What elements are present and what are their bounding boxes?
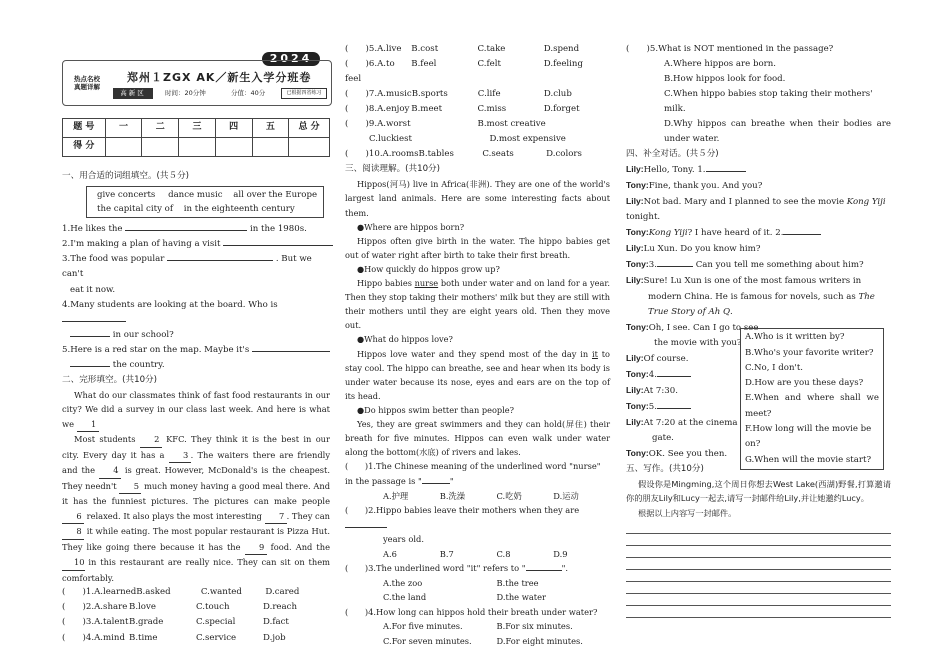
option-b: B.洗澡 bbox=[439, 490, 466, 501]
q-text: . But we can't bbox=[62, 254, 312, 280]
writing-prompt: 假设你是Mingming,这个周日你想去West Lake(西湖)野餐,打算邀请你的朋友Lily和Lucy一起去,请写一封邮件给Lily,并让她邀约Lucy。 bbox=[626, 478, 891, 504]
cloze-blank[interactable]: 1 bbox=[77, 417, 99, 433]
cloze-passage bbox=[62, 388, 330, 586]
q-text: 4.Many students are looking at the board. Who is bbox=[62, 299, 278, 310]
answer-blank[interactable] bbox=[783, 234, 821, 235]
reading-passage bbox=[345, 177, 610, 459]
option-row[interactable] bbox=[345, 634, 610, 649]
phrase: dance music bbox=[168, 190, 223, 201]
option-c: C.For seven minutes. bbox=[383, 635, 472, 646]
line-text: Lu Xun. Do you know him? bbox=[643, 244, 761, 255]
dialogue-line bbox=[626, 257, 891, 273]
passage-text: Hippos love water and they spend most of the day in bbox=[357, 348, 589, 359]
option-b: B.cost bbox=[411, 44, 439, 54]
passage-text: it while eating. The most popular restaurant is Pizza Hut. They like going there because it has the bbox=[62, 526, 331, 552]
cloze-blank[interactable]: 3 bbox=[169, 448, 191, 464]
passage-heading: ●Where are hippos born? bbox=[357, 221, 465, 232]
score-cell: 总 分 bbox=[289, 119, 330, 138]
option-a: ( )1.A.learned bbox=[62, 587, 137, 598]
option-a: ( )8.A.enjoy bbox=[345, 104, 410, 115]
word-box-row bbox=[97, 202, 313, 216]
option-row[interactable] bbox=[345, 147, 610, 162]
answer-blank[interactable] bbox=[657, 408, 691, 409]
choice-item: G.When will the movie start? bbox=[745, 454, 872, 465]
time-label: 时间：20分钟 bbox=[165, 89, 206, 97]
passage-text: both under water and on land for a year. Then they stop taking their mothers' milk but they are still with their mothers until they are eight years old. Then they move out. bbox=[345, 278, 610, 331]
option-a: ( )5.A.live bbox=[345, 44, 402, 54]
option-c: C.wanted bbox=[200, 587, 242, 598]
phrase: all over the Europe bbox=[233, 190, 318, 201]
writing-area[interactable] bbox=[626, 522, 891, 618]
passage-text: Most students bbox=[74, 434, 136, 445]
option-d: D.9 bbox=[553, 548, 568, 559]
dialogue-line bbox=[626, 162, 891, 178]
passage-text: relaxed. It also plays the most interesting bbox=[86, 510, 262, 521]
option-c: C.miss bbox=[477, 104, 507, 115]
passage-text: . They can bbox=[286, 510, 330, 521]
line-text: Fine, thank you. And you? bbox=[648, 181, 763, 192]
choice-item: D.How are you these days? bbox=[745, 378, 864, 389]
dialogue-line bbox=[626, 415, 756, 446]
answer-blank[interactable] bbox=[657, 266, 693, 267]
cloze-blank[interactable]: 8 bbox=[62, 524, 84, 540]
score-table-header-row bbox=[63, 119, 330, 138]
q-text: 5.Here is a red star on the map. Maybe it's bbox=[62, 344, 250, 355]
q-text: eat it now. bbox=[70, 284, 116, 295]
option-a: ( )7.A.music bbox=[345, 89, 412, 100]
movie-title: Kong Yiji bbox=[846, 197, 886, 208]
option-a: A.Where hippos are born. bbox=[664, 59, 777, 70]
option-a: ( )2.A.share bbox=[62, 602, 128, 613]
option-c: C.life bbox=[477, 89, 501, 100]
line-text: At 7:20 at the cinema gate. bbox=[643, 417, 738, 443]
q-text: in the 1980s. bbox=[250, 224, 307, 235]
q-text: 3.The food was popular bbox=[62, 254, 165, 265]
option-d: D.feeling bbox=[543, 59, 583, 70]
score-cell: 题 号 bbox=[63, 119, 106, 138]
option-c: C.When hippo babies stop taking their mothers' milk. bbox=[664, 89, 873, 115]
option-c: C.8 bbox=[496, 548, 511, 559]
q-text: ( )2.Hippo babies leave their mothers when they are bbox=[345, 505, 580, 516]
score-cell: 一 bbox=[105, 119, 142, 138]
cloze-options-1-4 bbox=[62, 585, 330, 645]
answer-blank[interactable] bbox=[706, 171, 746, 172]
option-d: D.job bbox=[263, 632, 286, 643]
line-text: ? I have heard of it. 2. bbox=[687, 228, 784, 239]
speaker: Lily: bbox=[626, 243, 644, 254]
speaker: Lily: bbox=[626, 275, 644, 286]
answer-blank[interactable] bbox=[422, 483, 450, 484]
passage-heading: ●Do hippos swim better than people? bbox=[357, 405, 515, 416]
option-row[interactable] bbox=[62, 600, 330, 615]
answer-blank[interactable] bbox=[62, 321, 126, 322]
word-box bbox=[86, 186, 324, 218]
option-b: B.How hippos look for food. bbox=[664, 74, 786, 85]
answer-blank[interactable] bbox=[223, 245, 333, 246]
score-entry[interactable] bbox=[142, 138, 179, 157]
phrase: give concerts bbox=[97, 190, 156, 201]
s1-q5 bbox=[62, 343, 330, 373]
option-a: A.6 bbox=[383, 548, 397, 559]
cloze-blank[interactable]: 6 bbox=[62, 509, 84, 525]
word-box-row bbox=[97, 188, 318, 202]
column-middle bbox=[345, 42, 610, 648]
cloze-blank[interactable]: 4 bbox=[99, 463, 121, 479]
underlined-word: it bbox=[592, 348, 598, 359]
writing-line[interactable] bbox=[626, 546, 891, 558]
rq4: ( )4.How long can hippos hold their breath under water? bbox=[345, 606, 598, 617]
option-row[interactable] bbox=[345, 489, 610, 504]
option-b: B.meet bbox=[411, 104, 443, 115]
option-row[interactable] bbox=[345, 57, 610, 87]
dialogue-line bbox=[626, 241, 891, 257]
option-c: C.seats bbox=[482, 149, 514, 160]
writing-line[interactable] bbox=[626, 522, 891, 534]
score-cell: 得 分 bbox=[63, 138, 106, 157]
line-text: Oh, I see. Can I go to see the movie with you? bbox=[648, 322, 759, 348]
dialogue-line: Lily:Sure! Lu Xun is one of the most famous writers in modern China. He is famous for novels, such as The True Story of Ah Q. bbox=[626, 275, 875, 317]
option-a: ( )6.A.to feel bbox=[345, 59, 395, 85]
phrase: the capital city of bbox=[97, 204, 174, 215]
choice-item: A.Who is it written by? bbox=[745, 332, 845, 343]
passage-text: much money having a good meal there. And it has the funniest pictures. The pictures can make people bbox=[62, 480, 331, 507]
option-b: B.sports bbox=[411, 89, 448, 100]
line-text: 5. bbox=[648, 401, 657, 412]
q-text: the country. bbox=[112, 359, 165, 370]
option-d: D.colors bbox=[546, 149, 582, 160]
speaker: Lily: bbox=[626, 164, 644, 175]
option-d: D.cared bbox=[265, 587, 300, 598]
year-badge: 2024 bbox=[262, 52, 320, 66]
answer-blank[interactable] bbox=[345, 527, 387, 528]
line-text: OK. See you then. bbox=[648, 448, 728, 459]
answer-blank[interactable] bbox=[657, 376, 691, 377]
option-c: C.felt bbox=[477, 59, 501, 70]
cloze-options-5-10 bbox=[345, 42, 610, 162]
choice-item: F.How long will the movie be on? bbox=[745, 424, 872, 450]
option-d: D.the water bbox=[496, 592, 546, 603]
option-b: B.tables bbox=[418, 149, 454, 160]
cloze-blank[interactable]: 2 bbox=[140, 432, 162, 448]
hot-badge-line1: 热点名校 bbox=[74, 75, 100, 83]
section1-title: 一、用合适的词组填空。(共５分) bbox=[62, 171, 190, 181]
writing-line[interactable] bbox=[626, 594, 891, 606]
option-b: B.love bbox=[129, 602, 156, 613]
option-row[interactable] bbox=[62, 585, 330, 600]
answer-blank[interactable] bbox=[70, 366, 110, 367]
exam-header bbox=[62, 30, 330, 108]
option-d: D.spend bbox=[543, 44, 580, 54]
answer-blank[interactable] bbox=[526, 570, 562, 571]
meta-bar bbox=[113, 88, 325, 99]
score-cell: 四 bbox=[215, 119, 252, 138]
option-d: D.forget bbox=[543, 104, 580, 115]
cloze-blank[interactable]: 9 bbox=[245, 540, 267, 556]
speaker: Lily: bbox=[626, 196, 644, 207]
option-a: A.For five minutes. bbox=[383, 621, 463, 632]
option-c: C.touch bbox=[196, 602, 230, 613]
q-text: " bbox=[449, 475, 454, 486]
option-b: B.feel bbox=[411, 59, 437, 70]
cloze-blank[interactable]: 10 bbox=[62, 555, 85, 571]
dialogue-line bbox=[626, 225, 891, 241]
option-row[interactable] bbox=[345, 619, 610, 634]
section2-title: 二、完形填空。(共10分) bbox=[62, 374, 157, 385]
score-cell: 五 bbox=[252, 119, 289, 138]
q-text: ( )3.The underlined word "it" refers to " bbox=[345, 563, 526, 574]
line-text: Of course. bbox=[643, 353, 689, 364]
writing-line[interactable] bbox=[626, 606, 891, 618]
speaker: Tony: bbox=[626, 227, 649, 238]
rq1 bbox=[345, 459, 610, 488]
option-row[interactable] bbox=[345, 576, 610, 591]
district-badge: 高新区 bbox=[113, 88, 153, 99]
dialogue-line bbox=[626, 194, 891, 225]
passage-text: Hippo babies bbox=[357, 278, 412, 289]
option-c: C.special bbox=[196, 617, 236, 628]
q-text: 1.He likes the bbox=[62, 224, 123, 235]
passage-text: to stay cool. The hippo can breathe, see and hear when its body is under water because its nose, eyes and ears are on the top of its head. bbox=[345, 348, 610, 401]
score-entry[interactable] bbox=[289, 138, 330, 157]
writing-line[interactable] bbox=[626, 558, 891, 570]
option-c: C.the land bbox=[383, 592, 427, 603]
passage-text: in this restaurant are really nice. They can sit on them comfortably. bbox=[62, 557, 330, 583]
speaker: Tony: bbox=[626, 400, 649, 411]
option-b: B.most creative bbox=[477, 119, 546, 130]
passage-para bbox=[345, 347, 610, 403]
score-cell: 三 bbox=[179, 119, 216, 138]
hot-badge-line2: 真题详解 bbox=[74, 83, 100, 92]
option-row[interactable] bbox=[345, 117, 610, 132]
option-b: B.grade bbox=[129, 617, 164, 628]
score-cell: 二 bbox=[142, 119, 179, 138]
speaker: Tony: bbox=[626, 180, 649, 191]
choice-item: E.When and where shall we meet? bbox=[745, 393, 879, 419]
novel-title: The True Story of Ah Q bbox=[648, 291, 875, 317]
column-right bbox=[626, 42, 891, 618]
option-a: ( )3.A.talent bbox=[62, 617, 129, 628]
option-b: B.asked bbox=[136, 587, 171, 598]
answer-blank[interactable] bbox=[70, 336, 110, 337]
option-d: D.For eight minutes. bbox=[496, 635, 583, 646]
line-text: 3. bbox=[648, 260, 657, 271]
option-c: C.take bbox=[477, 44, 506, 54]
option-row[interactable] bbox=[62, 615, 330, 630]
line-text: At 7:30. bbox=[643, 385, 678, 396]
reading-questions bbox=[345, 459, 610, 648]
writing-instruction: 根据以上内容写一封邮件。 bbox=[638, 507, 737, 518]
region-tag: 已根据四省练习 bbox=[281, 88, 327, 99]
option-d: D.most expensive bbox=[489, 134, 566, 145]
section5-title: 五、写作。(共10分) bbox=[626, 463, 704, 474]
passage-text: . The waiters there are friendly and the bbox=[62, 449, 331, 476]
rq5-options[interactable] bbox=[626, 57, 891, 147]
answer-blank[interactable] bbox=[252, 351, 330, 352]
option-a: ( )4.A.mind bbox=[62, 632, 125, 643]
score-entry[interactable] bbox=[252, 138, 289, 157]
option-b: B.7 bbox=[439, 548, 454, 559]
line-text: tonight. bbox=[626, 212, 661, 223]
option-a: ( )9.A.worst bbox=[345, 119, 411, 130]
option-d: D.club bbox=[543, 89, 572, 100]
passage-intro: Hippos(河马) live in Africa(非洲). They are one of the world's largest land animals. Here are some interesting facts about them. bbox=[345, 179, 610, 218]
speaker: Tony: bbox=[626, 447, 649, 458]
line-text: Sure! Lu Xun is one of the most famous writers in modern China. He is famous for novels, such as bbox=[643, 276, 862, 302]
passage-heading: ●How quickly do hippos grow up? bbox=[357, 263, 500, 274]
column-left bbox=[62, 30, 330, 646]
line-text: Hello, Tony. 1. bbox=[643, 165, 706, 176]
rq2 bbox=[345, 503, 610, 547]
answer-blank[interactable] bbox=[125, 230, 247, 231]
option-row[interactable] bbox=[345, 132, 610, 147]
writing-line[interactable] bbox=[626, 570, 891, 582]
line-text: 4. bbox=[648, 369, 657, 380]
dialogue bbox=[626, 162, 891, 465]
movie-title: Kong Yiji bbox=[648, 228, 688, 239]
exam-title: 郑州１ZGX AK／新生入学分班卷 bbox=[127, 71, 312, 84]
speaker: Tony: bbox=[626, 368, 649, 379]
hot-badge bbox=[67, 75, 107, 92]
cloze-blank[interactable]: 5 bbox=[119, 479, 141, 495]
option-row[interactable] bbox=[345, 590, 610, 605]
passage-text: What do our classmates think of fast food restaurants in our city? We did a survey in our class last week. And here is what we bbox=[62, 389, 330, 429]
option-row[interactable] bbox=[62, 631, 330, 646]
passage-para: Hippos often give birth in the water. The hippo babies get out of water right after birth to take their first breath. bbox=[345, 235, 610, 260]
writing-line[interactable] bbox=[626, 534, 891, 546]
option-row[interactable] bbox=[345, 547, 610, 562]
writing-line[interactable] bbox=[626, 582, 891, 594]
cloze-blank[interactable]: 7 bbox=[265, 509, 287, 525]
score-entry[interactable] bbox=[105, 138, 142, 157]
option-a: A.护理 bbox=[383, 490, 409, 501]
q-text: ". bbox=[561, 563, 569, 574]
speaker: Lily: bbox=[626, 352, 644, 363]
passage-text: food. And the bbox=[270, 541, 330, 552]
option-c: C.luckiest bbox=[369, 134, 413, 145]
option-c: C.吃奶 bbox=[496, 490, 522, 501]
speaker: Tony: bbox=[626, 259, 649, 270]
passage-para bbox=[345, 276, 610, 332]
passage-heading: ●What do hippos love? bbox=[357, 334, 453, 345]
option-d: D.fact bbox=[263, 617, 289, 628]
option-b: B.time bbox=[129, 632, 158, 643]
q-text: 2.I'm making a plan of having a visit bbox=[62, 239, 221, 250]
line-text: Can you tell me something about him? bbox=[695, 260, 864, 271]
score-table bbox=[62, 118, 330, 157]
dialogue-line bbox=[626, 178, 891, 194]
score-label: 分值：40分 bbox=[231, 89, 266, 97]
speaker: Lily: bbox=[626, 384, 644, 395]
rq3 bbox=[345, 561, 610, 576]
q-text: ( )1.The Chinese meaning of the underlined word "nurse" in the passage is " bbox=[345, 461, 601, 486]
choice-item: C.No, I don't. bbox=[745, 362, 804, 373]
s1-q1 bbox=[62, 222, 330, 237]
s1-q4 bbox=[62, 298, 330, 343]
passage-para: Yes, they are great swimmers and they can hold(屏住) their breath for five minutes. Hippos can even walk under water along the bottom(水底) of rivers and lakes. bbox=[345, 419, 610, 458]
speaker: Tony: bbox=[626, 321, 649, 332]
score-entry[interactable] bbox=[215, 138, 252, 157]
rq5: ( )5.What is NOT mentioned in the passage? bbox=[626, 44, 834, 54]
q-text: in our school? bbox=[112, 329, 174, 340]
section4-title: 四、补全对话。(共５分) bbox=[626, 149, 719, 160]
line-text: Not bad. Mary and I planned to see the movie bbox=[643, 197, 845, 208]
option-d: D.reach bbox=[263, 602, 297, 613]
s1-q3 bbox=[62, 252, 330, 297]
option-d: D.Why hippos can breathe when their bodies are under water. bbox=[664, 119, 891, 145]
option-d: D.运动 bbox=[553, 490, 579, 501]
choice-box bbox=[740, 328, 884, 470]
score-entry[interactable] bbox=[179, 138, 216, 157]
option-a: A.the zoo bbox=[383, 577, 423, 588]
s1-q2 bbox=[62, 237, 330, 252]
underlined-word: nurse bbox=[414, 278, 439, 289]
section3-title: 三、阅读理解。(共10分) bbox=[345, 164, 440, 175]
q-text: years old. bbox=[383, 534, 425, 545]
speaker: Lily: bbox=[626, 416, 644, 427]
option-b: B.For six minutes. bbox=[496, 621, 573, 632]
passage-text: is great. However, McDonald's is the cheapest. They needn't bbox=[62, 465, 330, 491]
option-row[interactable] bbox=[345, 87, 610, 102]
option-c: C.service bbox=[196, 632, 237, 643]
header-box bbox=[62, 60, 332, 106]
option-row[interactable] bbox=[345, 42, 610, 57]
option-row[interactable] bbox=[345, 102, 610, 117]
option-b: B.the tree bbox=[496, 577, 539, 588]
score-table-score-row bbox=[63, 138, 330, 157]
option-a: ( )10.A.rooms bbox=[345, 149, 419, 160]
phrase: in the eighteenth century bbox=[183, 204, 295, 215]
choice-item: B.Who's your favorite writer? bbox=[745, 347, 874, 358]
answer-blank[interactable] bbox=[167, 260, 273, 261]
passage-text: KFC. They think it is the best in our city. Every day it has a bbox=[62, 434, 330, 460]
